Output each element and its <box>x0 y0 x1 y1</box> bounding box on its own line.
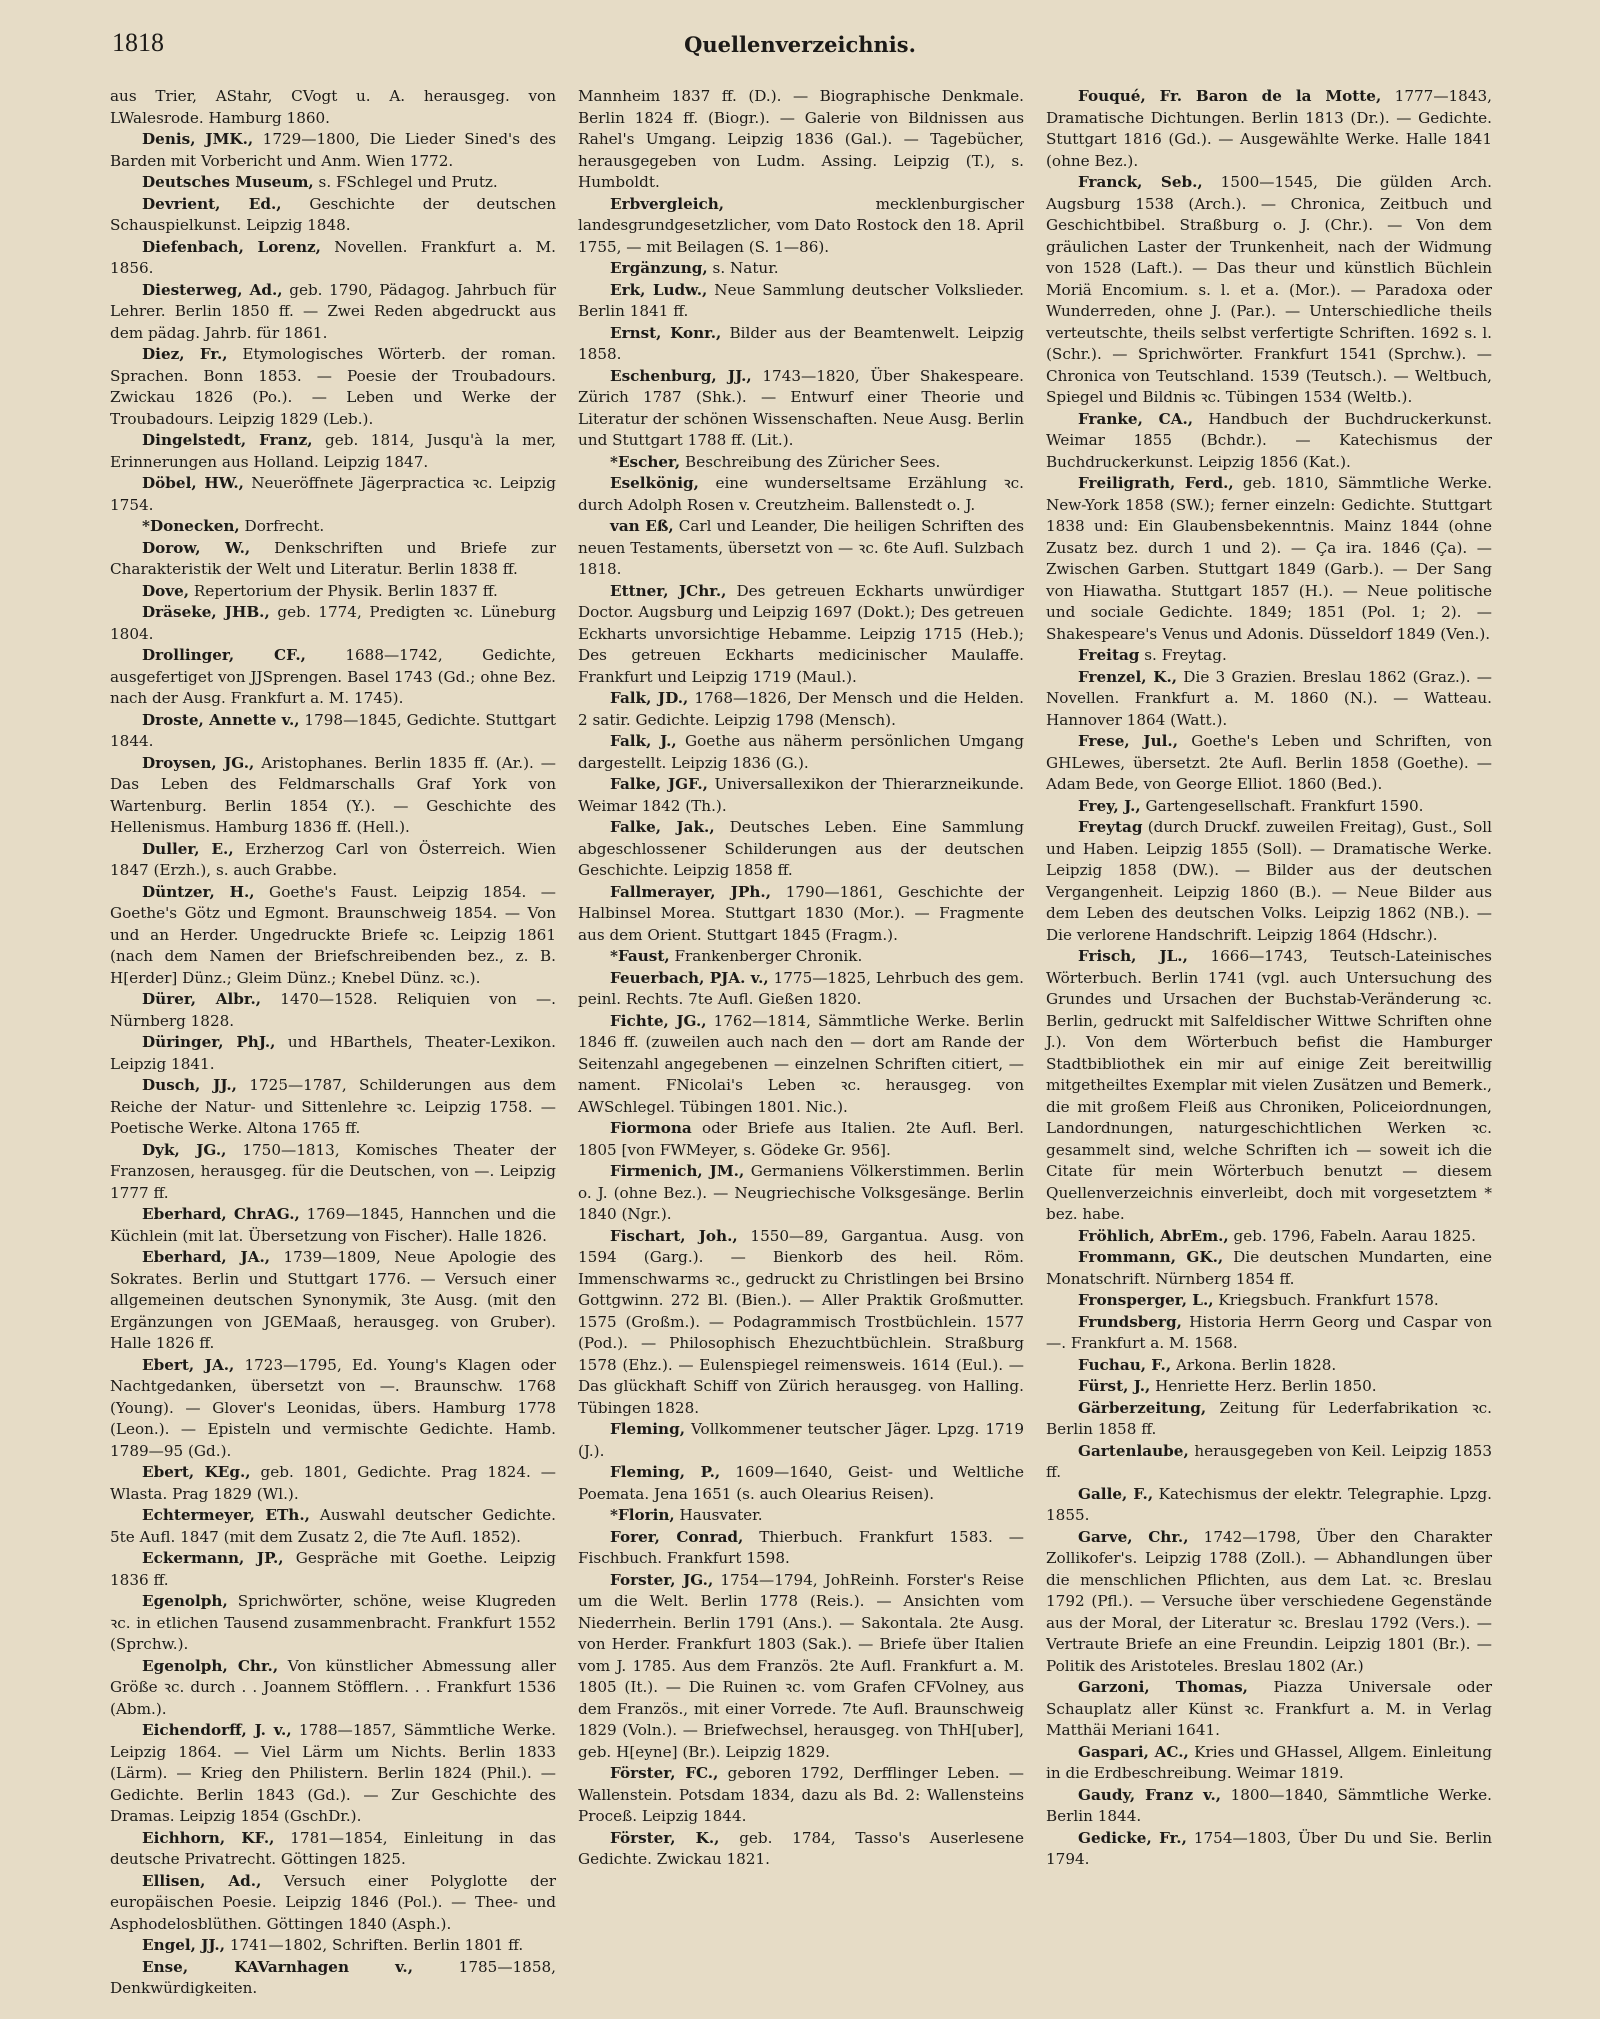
source-entry <box>110 1720 556 1828</box>
source-entry <box>110 1032 556 1075</box>
entry-text: Auswahl deutscher Gedichte. 5te Aufl. 1847 (mit dem Zusatz 2, die 7te Aufl. 1852). <box>110 1506 556 1546</box>
source-entry <box>110 1591 556 1656</box>
entry-author: Förster, K., <box>610 1828 720 1847</box>
entry-author: Ellisen, Ad., <box>142 1871 262 1890</box>
entry-author: Fouqué, Fr. Baron de la Motte, <box>1078 87 1382 105</box>
entry-author: Dingelstedt, Franz, <box>142 431 313 449</box>
source-entry <box>1046 1376 1492 1398</box>
entry-author: Fischart, Joh., <box>610 1226 738 1245</box>
source-entry <box>578 1161 1024 1226</box>
entry-text: 1754—1794, JohReinh. Forster's Reise um die Welt. Berlin 1778 (Reis.). — Ansichten vom Niederrhein. Berlin 1791 (Ans.). — Sakontala. 2te Ausg. von Herder. Frankfurt 1803 (Sak.). — Briefe über Italien vom J. 1785. Aus dem Französ. 2te Aufl. Frankfurt a. M. 1805 (It.). — Die Ruinen ꝛc. vom Grafen CFVolney, aus dem Französ., mit einer Vorrede. 7te Aufl. Braunschweig 1829 (Voln.). — Briefwechsel, herausgeg. von ThH[uber], geb. H[eyne] (Br.). Leipzig 1829. <box>578 1570 1024 1761</box>
entry-author: Firmenich, JM., <box>610 1162 745 1180</box>
entry-author: Düringer, PhJ., <box>142 1033 276 1051</box>
entry-text: eine wunderseltsame Erzählung ꝛc. durch Adolph Rosen v. Creutzheim. Ballenstedt o. J. <box>578 474 1024 514</box>
entry-author: Dorow, W., <box>142 538 251 557</box>
entry-author: *Florin, <box>610 1506 675 1524</box>
entry-text: Goethe aus näherm persönlichen Umgang dargestellt. Leipzig 1836 (G.). <box>578 732 1024 772</box>
source-entry <box>1046 1226 1492 1248</box>
source-entry <box>110 1957 556 2000</box>
entry-author: Ernst, Konr., <box>610 323 722 342</box>
entry-author: *Faust, <box>610 947 670 965</box>
source-entry <box>1046 946 1492 1226</box>
entry-text: 1729—1800, Die Lieder Sined's des Barden mit Vorbericht und Anm. Wien 1772. <box>110 130 556 170</box>
source-entry <box>1046 172 1492 409</box>
source-entry <box>578 1570 1024 1764</box>
entry-text: 1725—1787, Schilderungen aus dem Reiche der Natur- und Sittenlehre ꝛc. Leipzig 1758. — Poetische Werke. Altona 1765 ff. <box>110 1076 556 1137</box>
entry-text: 1470—1528. Reliquien von —. Nürnberg 1828. <box>110 990 556 1030</box>
entry-author: Egenolph, <box>142 1592 228 1610</box>
entry-text: 1788—1857, Sämmtliche Werke. Leipzig 1864. — Viel Lärm um Nichts. Berlin 1833 (Lärm). — Krieg den Philistern. Berlin 1824 (Phil.). — Gedichte. Berlin 1843 (Gd.). — Zur Geschichte des Dramas. Leipzig 1854 (GschDr.). <box>110 1721 556 1825</box>
entry-author: Ebert, JA., <box>142 1355 235 1374</box>
entry-author: Förster, FC., <box>610 1764 719 1782</box>
entry-text: 1743—1820, Über Shakespeare. Zürich 1787 (Shk.). — Entwurf einer Theorie und Literatur der schönen Wissenschaften. Neue Ausg. Berlin und Stuttgart 1788 ff. (Lit.). <box>578 366 1024 449</box>
entry-text: Frankenberger Chronik. <box>669 947 863 965</box>
source-entry <box>1046 1247 1492 1290</box>
source-entry <box>578 882 1024 947</box>
entry-author: Echtermeyer, ETh., <box>142 1506 310 1524</box>
source-entry <box>110 1828 556 1871</box>
entry-text: 1741—1802, Schriften. Berlin 1801 ff. <box>225 1936 524 1954</box>
entry-author: Frundsberg, <box>1078 1312 1182 1331</box>
entry-text: Handbuch der Buchdruckerkunst. Weimar 1855 (Bchdr.). — Katechismus der Buchdruckerkunst. Leipzig 1856 (Kat.). <box>1046 409 1492 471</box>
entry-author: Fleming, P., <box>610 1463 721 1481</box>
source-entry <box>110 1247 556 1355</box>
source-entry <box>1046 473 1492 645</box>
entry-text: Neue Sammlung deutscher Volkslieder. Berlin 1841 ff. <box>578 280 1024 320</box>
entry-author: Dräseke, JHB., <box>142 603 270 621</box>
entry-text: s. FSchlegel und Prutz. <box>313 173 498 191</box>
entry-author: Fleming, <box>610 1420 686 1438</box>
source-entry <box>1046 1312 1492 1355</box>
entry-author: Eichendorff, J. v., <box>142 1721 292 1739</box>
entry-author: Erk, Ludw., <box>610 280 708 299</box>
entry-author: Ettner, JChr., <box>610 581 727 600</box>
source-entry <box>1046 1355 1492 1377</box>
entry-author: Falke, Jak., <box>610 818 715 836</box>
entry-text: Universallexikon der Thierarzneikunde. Weimar 1842 (Th.). <box>578 775 1024 815</box>
source-entry <box>110 1548 556 1591</box>
entry-text: und HBarthels, Theater-Lexikon. Leipzig 1841. <box>110 1033 556 1073</box>
entry-text: 1500—1545, Die gülden Arch. Augsburg 1538 (Arch.). — Chronica, Zeitbuch und Geschichtbibel. Straßburg o. J. (Chr.). — Von dem gräulichen Laster der Trunkenheit, nach der Widmung von 1528 (Laft.). — Das theur und künstlich Büchlein Moriä Encomium. s. l. et a. (Mor.). — Paradoxa oder Wunderreden, ohne J. (Par.). — Unterschiedliche theils verteutschte, theils selbst verfertigte Schriften. 1692 s. l. (Schr.). — Sprichwörter. Frankfurt 1541 (Sprchw.). — Chronica von Teutschland. 1539 (Teutsch.). — Weltbuch, Spiegel und Bildnis ꝛc. Tübingen 1534 (Weltb.). <box>1046 173 1492 406</box>
source-entry <box>1046 1742 1492 1785</box>
entry-author: Engel, JJ., <box>142 1936 226 1954</box>
source-entry <box>578 1828 1024 1871</box>
entry-text: 1550—89, Gargantua. Ausg. von 1594 (Garg.). — Bienkorb des heil. Röm. Immenschwarms ꝛc., gedruckt zu Christlingen bei Brsino Gottgwinn. 272 Bl. (Bien.). — Aller Praktik Großmutter. 1575 (Großm.). — Podagrammisch Trostbüchlein. 1577 (Pod.). — Philosophisch Ehezuchtbüchlein. Straßburg 1578 (Ehz.). — Eulenspiegel reimensweis. 1614 (Eul.). — Das glückhaft Schiff von Zürich herausgeg. von Halling. Tübingen 1828. <box>578 1226 1024 1417</box>
entry-text: 1790—1861, Geschichte der Halbinsel Morea. Stuttgart 1830 (Mor.). — Fragmente aus dem Orient. Stuttgart 1845 (Fragm.). <box>578 882 1024 944</box>
entry-text: Kries und GHassel, Allgem. Einleitung in die Erdbeschreibung. Weimar 1819. <box>1046 1742 1492 1782</box>
column-2 <box>578 86 1024 2000</box>
entry-text: s. Natur. <box>707 259 779 277</box>
source-entry <box>578 1527 1024 1570</box>
source-entry <box>578 1011 1024 1119</box>
source-entry <box>578 581 1024 689</box>
entry-author: Droysen, JG., <box>142 753 255 772</box>
entry-author: Frisch, JL., <box>1078 947 1188 965</box>
entry-text: Zeitung für Lederfabrikation ꝛc. Berlin 1858 ff. <box>1046 1398 1492 1438</box>
entry-text: 1750—1813, Komisches Theater der Franzosen, herausgeg. für die Deutschen, von —. Leipzig 1777 ff. <box>110 1140 556 1202</box>
entry-text: geb. 1810, Sämmtliche Werke. New-York 1858 (SW.); ferner einzeln: Gedichte. Stuttgart 1838 und: Ein Glaubensbekenntnis. Mainz 1844 (ohne Zusatz bez. durch 1 und 2). — Ça ira. 1846 (Ça). — Zwischen Garben. Stuttgart 1849 (Garb.). — Der Sang von Hiawatha. Stuttgart 1857 (H.). — Neue politische und sociale Gedichte. 1849; 1851 (Pol. 1; 2). — Shakespeare's Venus und Adonis. Düsseldorf 1849 (Ven.). <box>1046 474 1492 643</box>
entry-text: Deutsches Leben. Eine Sammlung abgeschlossener Schilderungen aus der deutschen Geschichte. Leipzig 1858 ff. <box>578 818 1024 879</box>
source-entry <box>578 516 1024 581</box>
entry-text: 1609—1640, Geist- und Weltliche Poemata. Jena 1651 (s. auch Olearius Reisen). <box>578 1463 1024 1503</box>
entry-text: Versuch einer Polyglotte der europäischen Poesie. Leipzig 1846 (Pol.). — Thee- und Asphodelosblüthen. Göttingen 1840 (Asph.). <box>110 1871 556 1933</box>
entry-author: Freitag <box>1078 646 1140 664</box>
entry-text: 1754—1803, Über Du und Sie. Berlin 1794. <box>1046 1828 1492 1868</box>
entry-text: Henriette Herz. Berlin 1850. <box>1150 1377 1377 1395</box>
entry-author: Eckermann, JP., <box>142 1549 284 1567</box>
source-entry <box>110 129 556 172</box>
entry-text: Repertorium der Physik. Berlin 1837 ff. <box>189 581 498 600</box>
entry-text: Carl und Leander, Die heiligen Schriften des neuen Testaments, übersetzt von — ꝛc. 6te Aufl. Sulzbach 1818. <box>578 517 1024 578</box>
source-entry <box>1046 1785 1492 1828</box>
source-entry <box>110 882 556 990</box>
source-entry <box>578 1118 1024 1161</box>
source-entry <box>110 1656 556 1721</box>
entry-author: Franke, CA., <box>1078 409 1194 428</box>
entry-text: herausgegeben von Keil. Leipzig 1853 ff. <box>1046 1441 1492 1481</box>
entry-author: Ergänzung, <box>610 259 708 277</box>
entry-text: Kriegsbuch. Frankfurt 1578. <box>1213 1291 1439 1309</box>
entry-text: Von künstlicher Abmessung aller Größe ꝛc. durch . . Joannem Stöfflern. . . Frankfurt 1536 (Abm.). <box>110 1656 556 1718</box>
source-entry <box>578 1763 1024 1828</box>
entry-author: Fröhlich, AbrEm., <box>1078 1226 1229 1245</box>
source-entry <box>1046 796 1492 818</box>
source-entry <box>110 516 556 538</box>
entry-text: Neueröffnete Jägerpractica ꝛc. Leipzig 1754. <box>110 474 556 514</box>
running-title: Quellenverzeichnis. <box>684 32 916 57</box>
entry-text: Etymologisches Wörterb. der roman. Sprachen. Bonn 1853. — Poesie der Troubadours. Zwickau 1826 (Po.). — Leben und Werke der Troubadours. Leipzig 1829 (Leb.). <box>110 345 556 428</box>
source-entry <box>578 688 1024 731</box>
source-entry <box>110 753 556 839</box>
source-entry <box>1046 817 1492 946</box>
entry-text: geb. 1774, Predigten ꝛc. Lüneburg 1804. <box>110 603 556 643</box>
source-entry <box>110 602 556 645</box>
entry-text: Gespräche mit Goethe. Leipzig 1836 ff. <box>110 1549 556 1589</box>
column-1 <box>110 86 556 2000</box>
entry-author: Gartenlaube, <box>1078 1441 1189 1460</box>
source-entry <box>578 323 1024 366</box>
entry-author: Frese, Jul., <box>1078 732 1178 750</box>
entry-author: Frenzel, K., <box>1078 667 1178 686</box>
entry-author: Franck, Seb., <box>1078 173 1203 191</box>
entry-text: Katechismus der elektr. Telegraphie. Lpzg. 1855. <box>1046 1484 1492 1524</box>
entry-text: 1739—1809, Neue Apologie des Sokrates. Berlin und Stuttgart 1776. — Versuch einer allgemeinen deutschen Synonymik, 3te Ausg. (mit den Ergänzungen von JGEMaaß, herausgeg. von Gruber). Halle 1826 ff. <box>110 1248 556 1352</box>
entry-text: Denkschriften und Briefe zur Charakteristik der Welt und Literatur. Berlin 1838 ff. <box>110 538 556 578</box>
source-entry <box>1046 1828 1492 1871</box>
entry-author: Deutsches Museum, <box>142 173 314 191</box>
entry-text: 1785—1858, Denkwürdigkeiten. <box>110 1957 556 1997</box>
text-columns <box>110 86 1492 2000</box>
source-entry <box>1046 409 1492 474</box>
source-entry <box>110 581 556 603</box>
entry-text: Historia Herrn Georg und Caspar von —. Frankfurt a. M. 1568. <box>1046 1312 1492 1352</box>
entry-author: *Donecken, <box>142 517 240 535</box>
entry-author: Fronsperger, L., <box>1078 1291 1214 1309</box>
entry-text: Die 3 Grazien. Breslau 1862 (Graz.). — Novellen. Frankfurt a. M. 1860 (N.). — Watteau. Hannover 1864 (Watt.). <box>1046 667 1492 729</box>
entry-text: 1775—1825, Lehrbuch des gem. peinl. Rechts. 7te Aufl. Gießen 1820. <box>578 968 1025 1008</box>
source-entry <box>110 1204 556 1247</box>
source-entry <box>578 946 1024 968</box>
entry-text: Piazza Universale oder Schauplatz aller Künst ꝛc. Frankfurt a. M. in Verlag Matthäi Meriani 1641. <box>1046 1678 1492 1739</box>
page-header <box>112 28 1488 68</box>
entry-text: Mannheim 1837 ff. (D.). — Biographische Denkmale. Berlin 1824 ff. (Biogr.). — Galerie von Bildnissen aus Rahel's Umgang. Leipzig 1836 (Gal.). — Tagebücher, herausgegeben von Ludm. Assing. Leipzig (T.), s. Humboldt. <box>578 87 1024 191</box>
entry-author: Frey, J., <box>1078 796 1141 815</box>
source-entry <box>110 280 556 345</box>
entry-author: Ense, KAVarnhagen v., <box>142 1957 413 1976</box>
entry-text: geb. 1796, Fabeln. Aarau 1825. <box>1228 1226 1476 1245</box>
entry-author: Dyk, JG., <box>142 1140 227 1159</box>
entry-author: Dove, <box>142 581 190 600</box>
source-entry <box>110 1075 556 1140</box>
entry-author: Garzoni, Thomas, <box>1078 1678 1248 1696</box>
entry-text: 1762—1814, Sämmtliche Werke. Berlin 1846 ff. (zuweilen auch nach den — dort am Rande der Seitenzahl angegebenen — einzelnen Schriften citiert, — nament. FNicolai's Leben ꝛc. herausgeg. von AWSchlegel. Tübingen 1801. Nic.). <box>578 1011 1024 1116</box>
entry-author: Eschenburg, JJ., <box>610 366 752 385</box>
entry-author: Duller, E., <box>142 839 234 858</box>
entry-author: Garve, Chr., <box>1078 1527 1189 1546</box>
source-entry <box>110 1935 556 1957</box>
entry-author: Forer, Conrad, <box>610 1527 744 1546</box>
source-entry <box>110 1871 556 1936</box>
entry-author: Fichte, JG., <box>610 1011 707 1030</box>
entry-author: Gärberzeitung, <box>1078 1398 1207 1417</box>
source-entry <box>1046 1527 1492 1678</box>
entry-text: Novellen. Frankfurt a. M. 1856. <box>110 237 556 277</box>
source-entry <box>110 1505 556 1548</box>
entry-author: Galle, F., <box>1078 1484 1154 1503</box>
entry-author: Eselkönig, <box>610 474 699 492</box>
source-entry <box>110 710 556 753</box>
entry-text: 1768—1826, Der Mensch und die Helden. 2 satir. Gedichte. Leipzig 1798 (Mensch). <box>578 689 1024 729</box>
entry-text: geb. 1801, Gedichte. Prag 1824. — Wlasta. Prag 1829 (Wl.). <box>110 1463 556 1503</box>
source-entry <box>110 473 556 516</box>
entry-text: Erzherzog Carl von Österreich. Wien 1847 (Erzh.), s. auch Grabbe. <box>110 839 556 879</box>
entry-author: Ebert, KEg., <box>142 1463 251 1481</box>
entry-author: *Escher, <box>610 452 681 471</box>
source-entry <box>110 86 556 129</box>
entry-text: 1800—1840, Sämmtliche Werke. Berlin 1844. <box>1046 1785 1492 1825</box>
entry-text: 1723—1795, Ed. Young's Klagen oder Nachtgedanken, übersetzt von —. Braunschw. 1768 (Young). — Glover's Leonidas, übers. Hamburg 1778 (Leon.). — Episteln und vermischte Gedichte. Hamb. 1789—95 (Gd.). <box>110 1355 557 1460</box>
entry-author: Eichhorn, KF., <box>142 1828 275 1847</box>
entry-text: Goethe's Leben und Schriften, von GHLewes, übersetzt. 2te Aufl. Berlin 1858 (Goethe). — Adam Bede, von George Elliot. 1860 (Bed.). <box>1046 732 1492 793</box>
source-entry <box>578 817 1024 882</box>
entry-author: Gaspari, AC., <box>1078 1742 1189 1761</box>
page-number: 1818 <box>112 28 164 57</box>
entry-text: aus Trier, AStahr, CVogt u. A. herausgeg. von LWalesrode. Hamburg 1860. <box>110 87 556 127</box>
entry-text: Bilder aus der Beamtenwelt. Leipzig 1858. <box>578 323 1024 363</box>
entry-text: 1688—1742, Gedichte, ausgefertiget von JJSprengen. Basel 1743 (Gd.; ohne Bez. nach der Ausg. Frankfurt a. M. 1745). <box>110 646 556 707</box>
entry-text: Sprichwörter, schöne, weise Klugreden ꝛc. in etlichen Tausend zusammenbracht. Frankfurt 1552 (Sprchw.). <box>110 1592 556 1653</box>
entry-author: Fürst, J., <box>1078 1377 1151 1395</box>
entry-author: Fuchau, F., <box>1078 1355 1172 1374</box>
entry-text: Goethe's Faust. Leipzig 1854. — Goethe's Götz und Egmont. Braunschweig 1854. — Von und an Herder. Ungedruckte Briefe ꝛc. Leipzig 1861 (nach dem Namen der Briefschreibenden bez., z. B. H[erder] Dünz.; Gleim Dünz.; Knebel Dünz. ꝛc.). <box>110 882 556 987</box>
entry-text: 1781—1854, Einleitung in das deutsche Privatrecht. Göttingen 1825. <box>110 1828 556 1868</box>
entry-text: s. Freytag. <box>1139 646 1227 664</box>
source-entry <box>1046 1290 1492 1312</box>
source-entry <box>110 538 556 581</box>
entry-text: Des getreuen Eckharts unwürdiger Doctor. Augsburg und Leipzig 1697 (Dokt.); Des getreuen Eckharts unvorsichtige Hebamme. Leipzig 1715 (Heb.); Des getreuen Eckharts medicinischer Maulaffe. Frankfurt und Leipzig 1719 (Maul.). <box>578 581 1025 686</box>
entry-author: van Eß, <box>610 517 674 535</box>
entry-author: Freytag <box>1078 818 1143 836</box>
entry-text: 1769—1845, Hannchen und die Küchlein (mit lat. Übersetzung von Fischer). Halle 1826. <box>110 1205 556 1245</box>
source-entry <box>578 968 1024 1011</box>
entry-author: Fiormona <box>610 1119 692 1137</box>
entry-text: Thierbuch. Frankfurt 1583. — Fischbuch. Frankfurt 1598. <box>578 1527 1024 1567</box>
entry-author: Falk, JD., <box>610 689 689 707</box>
entry-author: Droste, Annette v., <box>142 710 300 729</box>
entry-text: geb. 1790, Pädagog. Jahrbuch für Lehrer. Berlin 1850 ff. — Zwei Reden abgedruckt aus dem pädag. Jahrb. für 1861. <box>110 280 556 342</box>
entry-text: geb. 1814, Jusqu'à la mer, Erinnerungen aus Holland. Leipzig 1847. <box>110 431 556 471</box>
entry-author: Dürer, Albr., <box>142 990 262 1008</box>
entry-text: Vollkommener teutscher Jäger. Lpzg. 1719 (J.). <box>578 1420 1024 1460</box>
source-entry <box>578 258 1024 280</box>
source-entry <box>110 1355 556 1463</box>
source-entry <box>110 430 556 473</box>
entry-text: 1742—1798, Über den Charakter Zollikofer's. Leipzig 1788 (Zoll.). — Abhandlungen über die menschlichen Pflichten, aus dem Lat. ꝛc. Breslau 1792 (Pfl.). — Versuche über verschiedene Gegenstände aus der Moral, der Literatur ꝛc. Breslau 1792 (Vers.). — Vertraute Briefe an eine Freundin. Leipzig 1801 (Br.). — Politik des Aristoteles. Breslau 1802 (Ar.) <box>1046 1527 1493 1675</box>
source-entry <box>578 1462 1024 1505</box>
entry-author: Erbvergleich, <box>610 194 725 213</box>
entry-text: Dorfrecht. <box>239 517 325 535</box>
source-entry <box>578 1226 1024 1420</box>
source-entry <box>110 1462 556 1505</box>
entry-author: Döbel, HW., <box>142 474 244 492</box>
entry-text: Hausvater. <box>674 1506 763 1524</box>
entry-author: Falk, J., <box>610 732 677 750</box>
entry-author: Diez, Fr., <box>142 345 228 363</box>
entry-author: Freiligrath, Ferd., <box>1078 474 1234 492</box>
entry-author: Denis, JMK., <box>142 130 254 148</box>
source-entry <box>1046 731 1492 796</box>
source-entry <box>578 774 1024 817</box>
entry-text: geb. 1784, Tasso's Auserlesene Gedichte. Zwickau 1821. <box>578 1828 1024 1868</box>
source-entry <box>1046 1398 1492 1441</box>
entry-author: Dusch, JJ., <box>142 1076 237 1094</box>
entry-text: (durch Druckf. zuweilen Freitag), Gust., Soll und Haben. Leipzig 1855 (Soll). — Dramatische Werke. Leipzig 1858 (DW.). — Bilder aus der deutschen Vergangenheit. Leipzig 1860 (B.). — Neue Bilder aus dem Leben des deutschen Volks. Leipzig 1862 (NB.). — Die verlorene Handschrift. Leipzig 1864 (Hdschr.). <box>1046 818 1492 944</box>
entry-author: Gedicke, Fr., <box>1078 1828 1187 1847</box>
entry-author: Drollinger, CF., <box>142 646 306 664</box>
source-entry <box>110 989 556 1032</box>
entry-text: Gartengesellschaft. Frankfurt 1590. <box>1140 796 1424 815</box>
entry-author: Forster, JG., <box>610 1570 714 1589</box>
source-entry <box>578 1505 1024 1527</box>
entry-author: Eberhard, JA., <box>142 1248 271 1266</box>
source-entry <box>110 194 556 237</box>
column-3 <box>1046 86 1492 2000</box>
source-entry <box>1046 667 1492 732</box>
source-entry <box>1046 1484 1492 1527</box>
source-entry <box>578 452 1024 474</box>
source-entry <box>578 1419 1024 1462</box>
source-entry <box>578 731 1024 774</box>
entry-author: Devrient, Ed., <box>142 194 282 213</box>
entry-text: Arkona. Berlin 1828. <box>1171 1355 1337 1374</box>
entry-text: Beschreibung des Züricher Sees. <box>680 452 941 471</box>
entry-text: geboren 1792, Derfflinger Leben. — Wallenstein. Potsdam 1834, dazu als Bd. 2: Wallensteins Proceß. Leipzig 1844. <box>578 1764 1024 1825</box>
entry-text: 1777—1843, Dramatische Dichtungen. Berlin 1813 (Dr.). — Gedichte. Stuttgart 1816 (Gd.). — Ausgewählte Werke. Halle 1841 (ohne Bez.). <box>1046 87 1492 170</box>
entry-text: 1798—1845, Gedichte. Stuttgart 1844. <box>110 710 556 750</box>
entry-author: Gaudy, Franz v., <box>1078 1785 1222 1804</box>
source-entry <box>110 344 556 430</box>
source-entry <box>578 366 1024 452</box>
entry-text: Aristophanes. Berlin 1835 ff. (Ar.). — Das Leben des Feldmarschalls Graf York von Wartenburg. Berlin 1854 (Y.). — Geschichte des Hellenismus. Hamburg 1836 ff. (Hell.). <box>110 753 556 836</box>
source-entry <box>110 839 556 882</box>
source-entry <box>1046 1441 1492 1484</box>
entry-text: Geschichte der deutschen Schauspielkunst. Leipzig 1848. <box>110 194 556 234</box>
entry-author: Falke, JGF., <box>610 775 708 793</box>
entry-text: 1666—1743, Teutsch-Lateinisches Wörterbuch. Berlin 1741 (vgl. auch Untersuchung des Grundes und Ursachen der Buchstab-Veränderung ꝛc. Berlin, gedruckt mit Salfeldischer Wittwe Schriften ohne J.). Von dem Wörterbuch befist die Hamburger Stadtbibliothek ein mir auf einige Zeit bereitwillig mitgetheiltes Exemplar mit vielen Zusätzen und Bemerk., die mit großem Fleiß aus Chroniken, Policeiordnungen, Landordnungen, naturgeschichtlichen Werken ꝛc. gesammelt sind, welche Schriften ich — soweit ich die Citate für mein Wörterbuch benutzt — diesem Quellenverzeichnis einverleibt, doch mit vorgesetztem * bez. habe. <box>1046 947 1492 1223</box>
entry-text: oder Briefe aus Italien. 2te Aufl. Berl. 1805 [von FWMeyer, s. Gödeke Gr. 956]. <box>578 1119 1024 1159</box>
entry-author: Frommann, GK., <box>1078 1248 1224 1266</box>
entry-author: Fallmerayer, JPh., <box>610 882 772 901</box>
entry-author: Diesterweg, Ad., <box>142 280 283 299</box>
source-entry <box>578 280 1024 323</box>
entry-author: Feuerbach, PJA. v., <box>610 968 769 987</box>
source-entry <box>110 237 556 280</box>
entry-author: Eberhard, ChrAG., <box>142 1205 300 1223</box>
source-entry <box>110 1140 556 1205</box>
entry-author: Düntzer, H., <box>142 882 255 901</box>
source-entry <box>1046 645 1492 667</box>
entry-text: Germaniens Völkerstimmen. Berlin o. J. (ohne Bez.). — Neugriechische Volksgesänge. Berlin 1840 (Ngr.). <box>578 1162 1024 1223</box>
source-entry <box>578 86 1024 194</box>
entry-text: mecklenburgischer landesgrundgesetzlicher, vom Dato Rostock den 18. April 1755, — mit Beilagen (S. 1—86). <box>578 194 1024 256</box>
entry-author: Egenolph, Chr., <box>142 1656 279 1675</box>
source-entry <box>1046 1677 1492 1742</box>
source-entry <box>578 194 1024 259</box>
entry-text: Die deutschen Mundarten, eine Monatschrift. Nürnberg 1854 ff. <box>1046 1248 1492 1288</box>
source-entry <box>110 172 556 194</box>
source-entry <box>1046 86 1492 172</box>
source-entry <box>110 645 556 710</box>
entry-author: Diefenbach, Lorenz, <box>142 237 321 256</box>
source-entry <box>578 473 1024 516</box>
